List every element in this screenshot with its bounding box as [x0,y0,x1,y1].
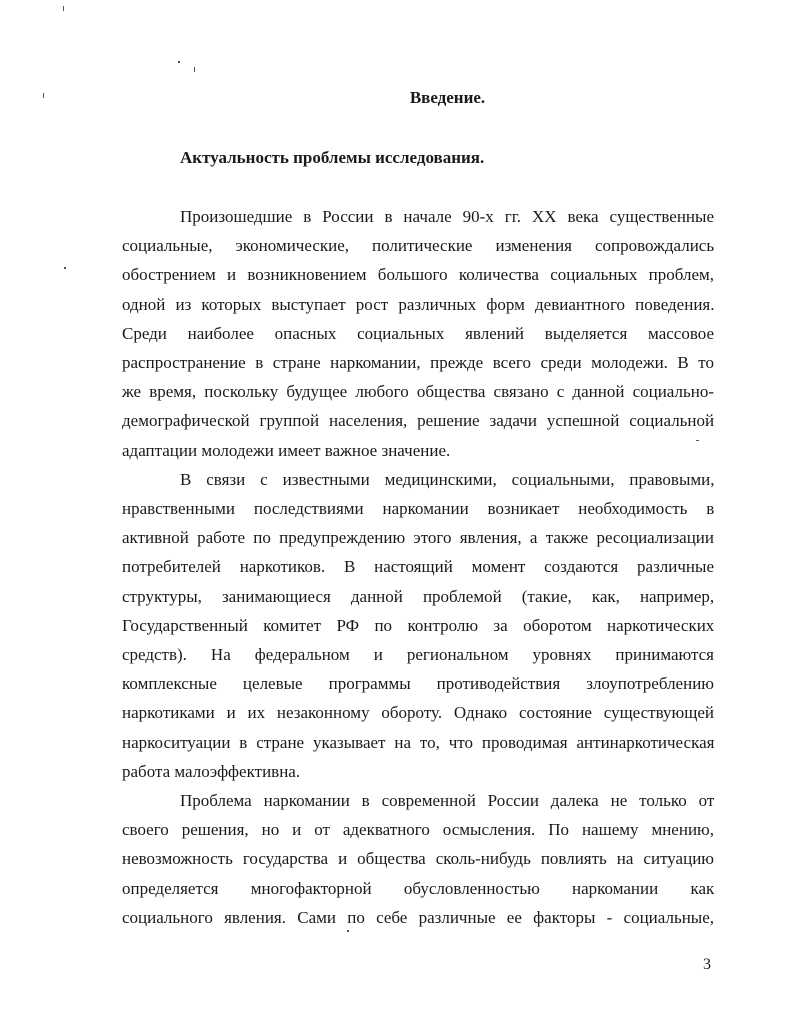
scan-speck [63,6,64,11]
text-line: одной из которых выступает рост различных форм девиантного поведения. [122,294,715,314]
body-text [122,202,714,932]
text-line: работа малоэффективна. [122,761,301,781]
page-title: Введение. [409,88,486,107]
scan-speck [178,61,180,63]
text-line: средств). На федеральном и региональном уровнях принимаются [122,645,714,665]
text-line: активной работе по предупреждению этого явления, а также ресоциализации [122,528,714,548]
text-line: наркоситуации в стране указывает на то, что проводимая антинаркотическая [122,732,715,752]
text-line: структуры, занимающиеся данной проблемой (такие, как, например, [122,586,715,606]
paragraph [122,465,714,786]
text-line: адаптации молодежи имеет важное значение. [122,440,451,460]
text-line: комплексные целевые программы противодействия злоупотреблению [122,674,714,694]
section-subtitle: Актуальность проблемы исследования. [180,148,485,167]
text-line: Проблема наркомании в современной России далека не только от [180,791,715,811]
text-line: распространение в стране наркомании, прежде всего среди молодежи. В то [122,353,714,373]
text-line: Среди наиболее опасных социальных явлений выделяется массовое [122,323,714,343]
text-line: социального явления. Сами по себе различные ее факторы - социальные, [122,907,715,927]
page-number: 3 [703,956,711,973]
paragraph [122,786,714,932]
scan-speck [64,267,66,269]
text-line: своего решения, но и от адекватного осмысления. По нашему мнению, [122,820,714,840]
text-line: определяется многофакторной обусловленностью наркомании как [122,878,715,898]
paragraph [122,202,714,465]
text-line: нравственными последствиями наркомании возникает необходимость в [122,499,715,519]
text-line: Государственный комитет РФ по контролю за оборотом наркотических [122,615,715,635]
text-line: же время, поскольку будущее любого общества связано с данной социально- [122,382,714,402]
text-line: демографической группой населения, решение задачи успешной социальной [122,411,715,431]
text-line: Произошедшие в России в начале 90-х гг. XX века существенные [180,207,714,226]
text-line: потребителей наркотиков. В настоящий момент создаются различные [122,557,714,577]
text-line: социальные, экономические, политические изменения сопровождались [122,236,715,256]
scan-speck [194,67,195,72]
text-line: наркотиками и их незаконному обороту. Однако состояние существующей [122,703,714,723]
text-line: В связи с известными медицинскими, социальными, правовыми, [180,469,715,489]
text-line: невозможность государства и общества сколь-нибудь повлиять на ситуацию [122,849,714,869]
text-line: обострением и возникновением большого количества социальных проблем, [122,265,714,285]
